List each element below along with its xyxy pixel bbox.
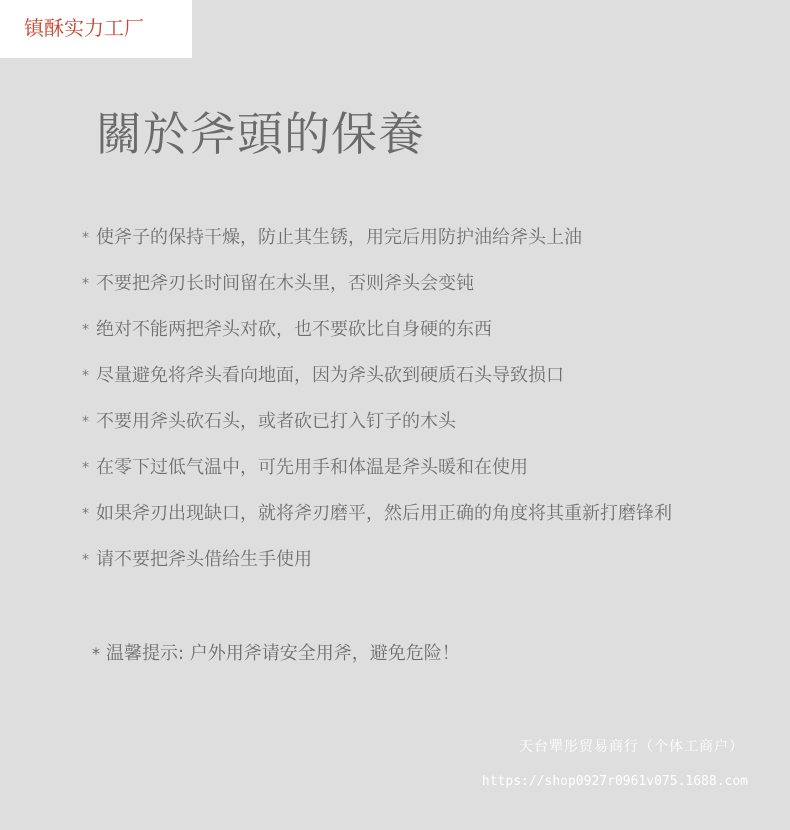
list-item — [82, 408, 672, 454]
list-item — [82, 316, 672, 362]
bullet-asterisk: * — [82, 276, 89, 292]
company-name: 天台犟彤贸易商行（个体工商户） — [519, 739, 744, 755]
bullet-asterisk: * — [82, 552, 89, 568]
list-item — [82, 546, 672, 592]
page-title: 關於斧頭的保養 — [96, 107, 425, 161]
tip-text: 不要把斧刃长时间留在木头里，否则斧头会变钝 — [96, 273, 474, 294]
list-item — [82, 454, 672, 500]
shop-tag: 镇酥实力工厂 — [0, 0, 192, 58]
shop-url: https://shop0927r0961v075.1688.com — [481, 774, 748, 789]
bullet-asterisk: * — [82, 230, 89, 246]
tip-text: 不要用斧头砍石头，或者砍已打入钉子的木头 — [96, 411, 456, 432]
bullet-asterisk: * — [82, 460, 89, 476]
list-item — [82, 224, 672, 270]
list-item — [82, 362, 672, 408]
list-item — [82, 270, 672, 316]
tip-text: 如果斧刃出现缺口，就将斧刃磨平，然后用正确的角度将其重新打磨锋利 — [96, 503, 672, 524]
care-tips-list — [82, 224, 672, 592]
tip-text: 使斧子的保持干燥，防止其生锈，用完后用防护油给斧头上油 — [96, 227, 582, 248]
bullet-asterisk: * — [82, 506, 89, 522]
tip-text: 尽量避免将斧头看向地面，因为斧头砍到硬质石头导致损口 — [96, 365, 564, 386]
tip-text: 在零下过低气温中，可先用手和体温是斧头暖和在使用 — [96, 457, 528, 478]
tip-text: 绝对不能两把斧头对砍，也不要砍比自身硬的东西 — [96, 319, 492, 340]
bullet-asterisk: * — [82, 322, 89, 338]
tip-text: 请不要把斧头借给生手使用 — [96, 549, 312, 570]
safety-warning — [92, 640, 460, 668]
bullet-asterisk: * — [92, 644, 100, 663]
bullet-asterisk: * — [82, 368, 89, 384]
bullet-asterisk: * — [82, 414, 89, 430]
warning-text: 温馨提示: 户外用斧请安全用斧，避免危险！ — [106, 643, 460, 664]
list-item — [82, 500, 672, 546]
